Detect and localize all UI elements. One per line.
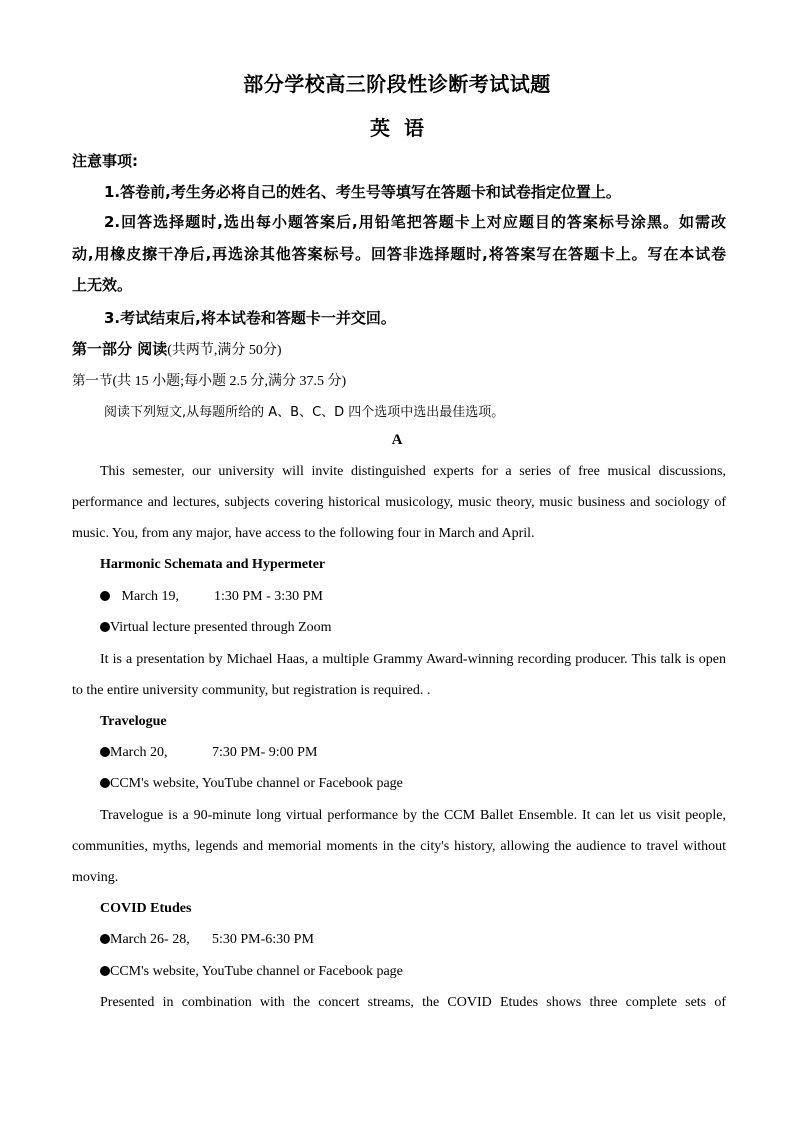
note-item-1: 1.答卷前,考生务必将自己的姓名、考生号等填写在答题卡和试卷指定位置上。 xyxy=(104,183,621,201)
note-item-3: 3.考试结束后,将本试卷和答题卡一并交回。 xyxy=(104,309,396,327)
event-2-title: Travelogue xyxy=(100,714,167,729)
section-instruction: 阅读下列短文,从每题所给的 A、B、C、D 四个选项中选出最佳选项。 xyxy=(104,405,505,420)
event-1-desc-line-2: to the entire university community, but registration is required. . xyxy=(72,683,431,698)
subject-title: 英语 xyxy=(370,116,438,140)
event-3-title: COVID Etudes xyxy=(100,901,192,916)
event-2-when: March 20, 7:30 PM- 9:00 PM xyxy=(100,745,168,761)
event-3-desc-line-1: Presented in combination with the concert streams, the COVID Etudes shows three complete sets of xyxy=(100,995,726,1010)
note-item-2-line-3: 上无效。 xyxy=(72,276,133,294)
part-1-title: 第一部分 阅读 xyxy=(72,340,168,358)
part-1-heading xyxy=(72,338,282,359)
bullet-icon xyxy=(100,622,110,632)
bullet-icon xyxy=(100,747,110,757)
section-1-title: 第一节 xyxy=(72,373,113,389)
event-2-desc-line-2: communities, myths, legends and memorial moments in the city's history, allowing the audience to travel without xyxy=(72,839,726,854)
bullet-icon xyxy=(100,778,110,788)
event-2-desc-line-3: moving. xyxy=(72,870,119,885)
event-2-desc-line-1: Travelogue is a 90-minute long virtual performance by the CCM Ballet Ensemble. It can let us visit people, xyxy=(100,808,726,823)
part-1-note: (共两节,满分 50分) xyxy=(167,343,282,358)
passage-intro-line-2: performance and lectures, subjects covering historical musicology, music theory, music business and sociology of xyxy=(72,495,726,510)
exam-title: 部分学校高三阶段性诊断考试试题 xyxy=(243,72,551,96)
bullet-icon xyxy=(100,591,110,601)
event-1-where: Virtual lecture presented through Zoom xyxy=(100,620,332,636)
passage-label: A xyxy=(391,432,403,448)
bullet-icon xyxy=(100,966,110,976)
event-1-when: March 19, 1:30 PM - 3:30 PM xyxy=(100,589,179,605)
note-item-2-line-1: 2.回答选择题时,选出每小题答案后,用铅笔把答题卡上对应题目的答案标号涂黑。如需改 xyxy=(104,213,726,231)
note-item-2-line-2: 动,用橡皮擦干净后,再选涂其他答案标号。回答非选择题时,将答案写在答题卡上。写在本试卷 xyxy=(72,245,726,263)
passage-intro-line-3: music. You, from any major, have access to the following four in March and April. xyxy=(72,526,535,541)
passage-intro-line-1: This semester, our university will invite distinguished experts for a series of free musical discussions, xyxy=(100,464,726,479)
bullet-icon xyxy=(100,934,110,944)
section-1-note: (共 15 小题;每小题 2.5 分,满分 37.5 分) xyxy=(112,374,347,389)
event-2-where: CCM's website, YouTube channel or Facebook page xyxy=(100,776,403,792)
event-1-title: Harmonic Schemata and Hypermeter xyxy=(100,557,326,572)
notes-heading: 注意事项: xyxy=(72,152,138,170)
event-1-desc-line-1: It is a presentation by Michael Haas, a multiple Grammy Award-winning recording producer. This talk is open xyxy=(100,652,726,667)
event-3-when: March 26- 28, 5:30 PM-6:30 PM xyxy=(100,932,190,948)
event-3-where: CCM's website, YouTube channel or Facebook page xyxy=(100,964,403,980)
section-1-heading xyxy=(72,369,346,390)
